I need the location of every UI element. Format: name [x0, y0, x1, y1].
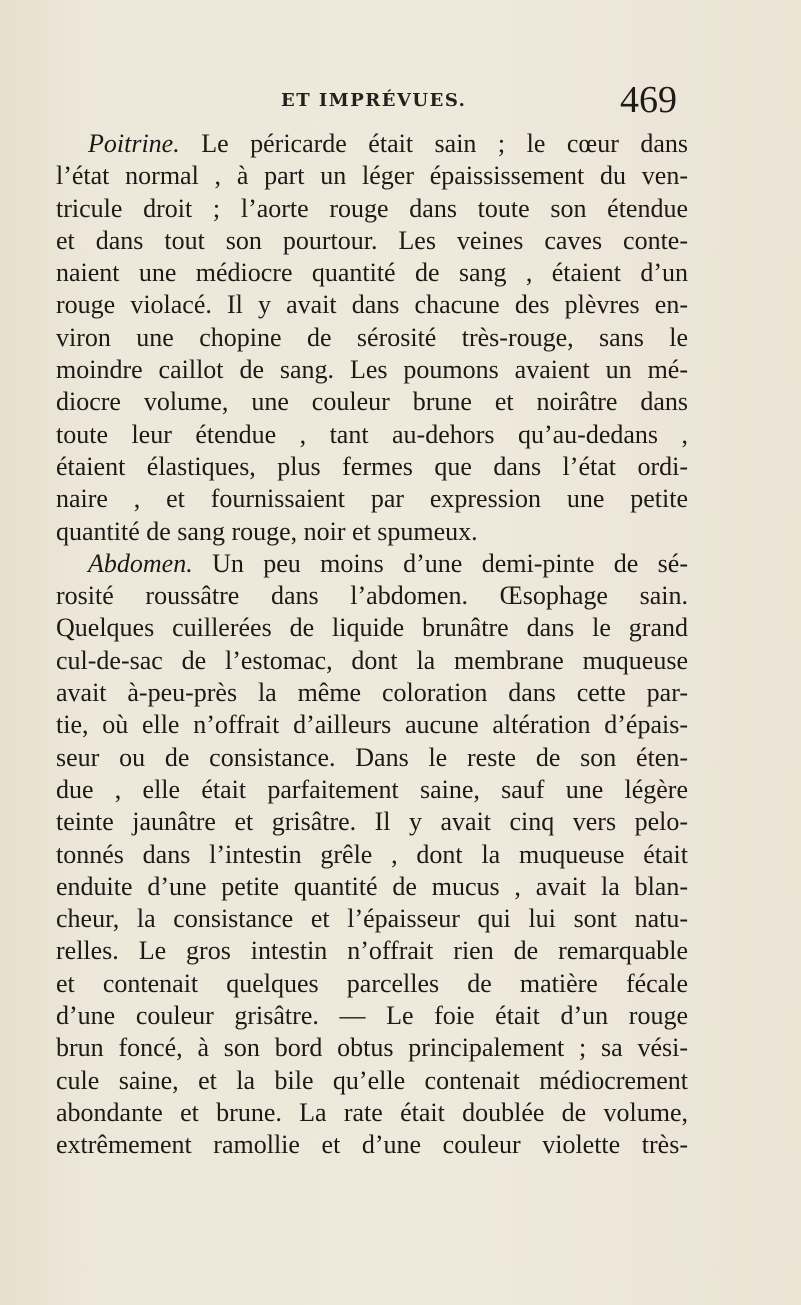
text-line: viron une chopine de sérosité très-rouge, sans le: [56, 322, 688, 352]
text-line: l’état normal , à part un léger épaississement du ven-: [56, 161, 688, 191]
text-line: due , elle était parfaitement saine, sauf une légère: [56, 774, 688, 804]
text-line: et contenait quelques parcelles de matière fécale: [56, 968, 688, 998]
running-head: ET IMPRÉVUES.: [281, 90, 467, 111]
text-line: d’une couleur grisâtre. — Le foie était d’un rouge: [56, 1001, 688, 1031]
text-line: toute leur étendue , tant au-dehors qu’au-dedans ,: [56, 419, 688, 449]
text-line: Abdomen. Un peu moins d’une demi-pinte de sé-: [88, 548, 688, 578]
text-line: tonnés dans l’intestin grêle , dont la muqueuse était: [56, 839, 688, 869]
text-line: et dans tout son pourtour. Les veines caves conte-: [56, 225, 688, 255]
section-heading-abdomen: Abdomen.: [88, 548, 193, 578]
text-line: cule saine, et la bile qu’elle contenait médiocrement: [56, 1065, 688, 1095]
text-line: brun foncé, à son bord obtus principalement ; sa vési-: [56, 1033, 688, 1063]
text-line: étaient élastiques, plus fermes que dans l’état ordi-: [56, 451, 688, 481]
text-line: diocre volume, une couleur brune et noirâtre dans: [56, 387, 688, 417]
text-line: enduite d’une petite quantité de mucus , avait la blan-: [56, 871, 688, 901]
text-line: cul-de-sac de l’estomac, dont la membrane muqueuse: [56, 645, 688, 675]
section-heading-poitrine: Poitrine.: [88, 129, 180, 158]
page-number: 469: [620, 79, 677, 121]
text-line: teinte jaunâtre et grisâtre. Il y avait cinq vers pelo-: [56, 807, 688, 837]
text-line: naire , et fournissaient par expression une petite: [56, 484, 688, 514]
text-line: rosité roussâtre dans l’abdomen. Œsophage sain.: [56, 581, 688, 611]
text-line: abondante et brune. La rate était doublée de volume,: [56, 1097, 688, 1127]
text-line: tricule droit ; l’aorte rouge dans toute son étendue: [56, 193, 688, 223]
text-line: extrêmement ramollie et d’une couleur violette très-: [56, 1130, 688, 1160]
text-line: avait à-peu-près la même coloration dans cette par-: [56, 678, 688, 708]
body-text: [56, 128, 688, 1162]
text-line: rouge violacé. Il y avait dans chacune des plèvres en-: [56, 290, 688, 320]
text-line: quantité de sang rouge, noir et spumeux.: [56, 516, 478, 546]
text-line: cheur, la consistance et l’épaisseur qui lui sont natu-: [56, 904, 688, 934]
text-line: Quelques cuillerées de liquide brunâtre dans le grand: [56, 613, 688, 643]
text-line: relles. Le gros intestin n’offrait rien de remarquable: [56, 936, 688, 966]
text-line: moindre caillot de sang. Les poumons avaient un mé-: [56, 355, 688, 385]
text-line: seur ou de consistance. Dans le reste de son éten-: [56, 742, 688, 772]
text-line: naient une médiocre quantité de sang , étaient d’un: [56, 258, 688, 288]
text-line: Poitrine. Le péricarde était sain ; le cœur dans: [88, 129, 688, 158]
text-line: tie, où elle n’offrait d’ailleurs aucune altération d’épais-: [56, 710, 688, 740]
page-header: [0, 79, 801, 126]
